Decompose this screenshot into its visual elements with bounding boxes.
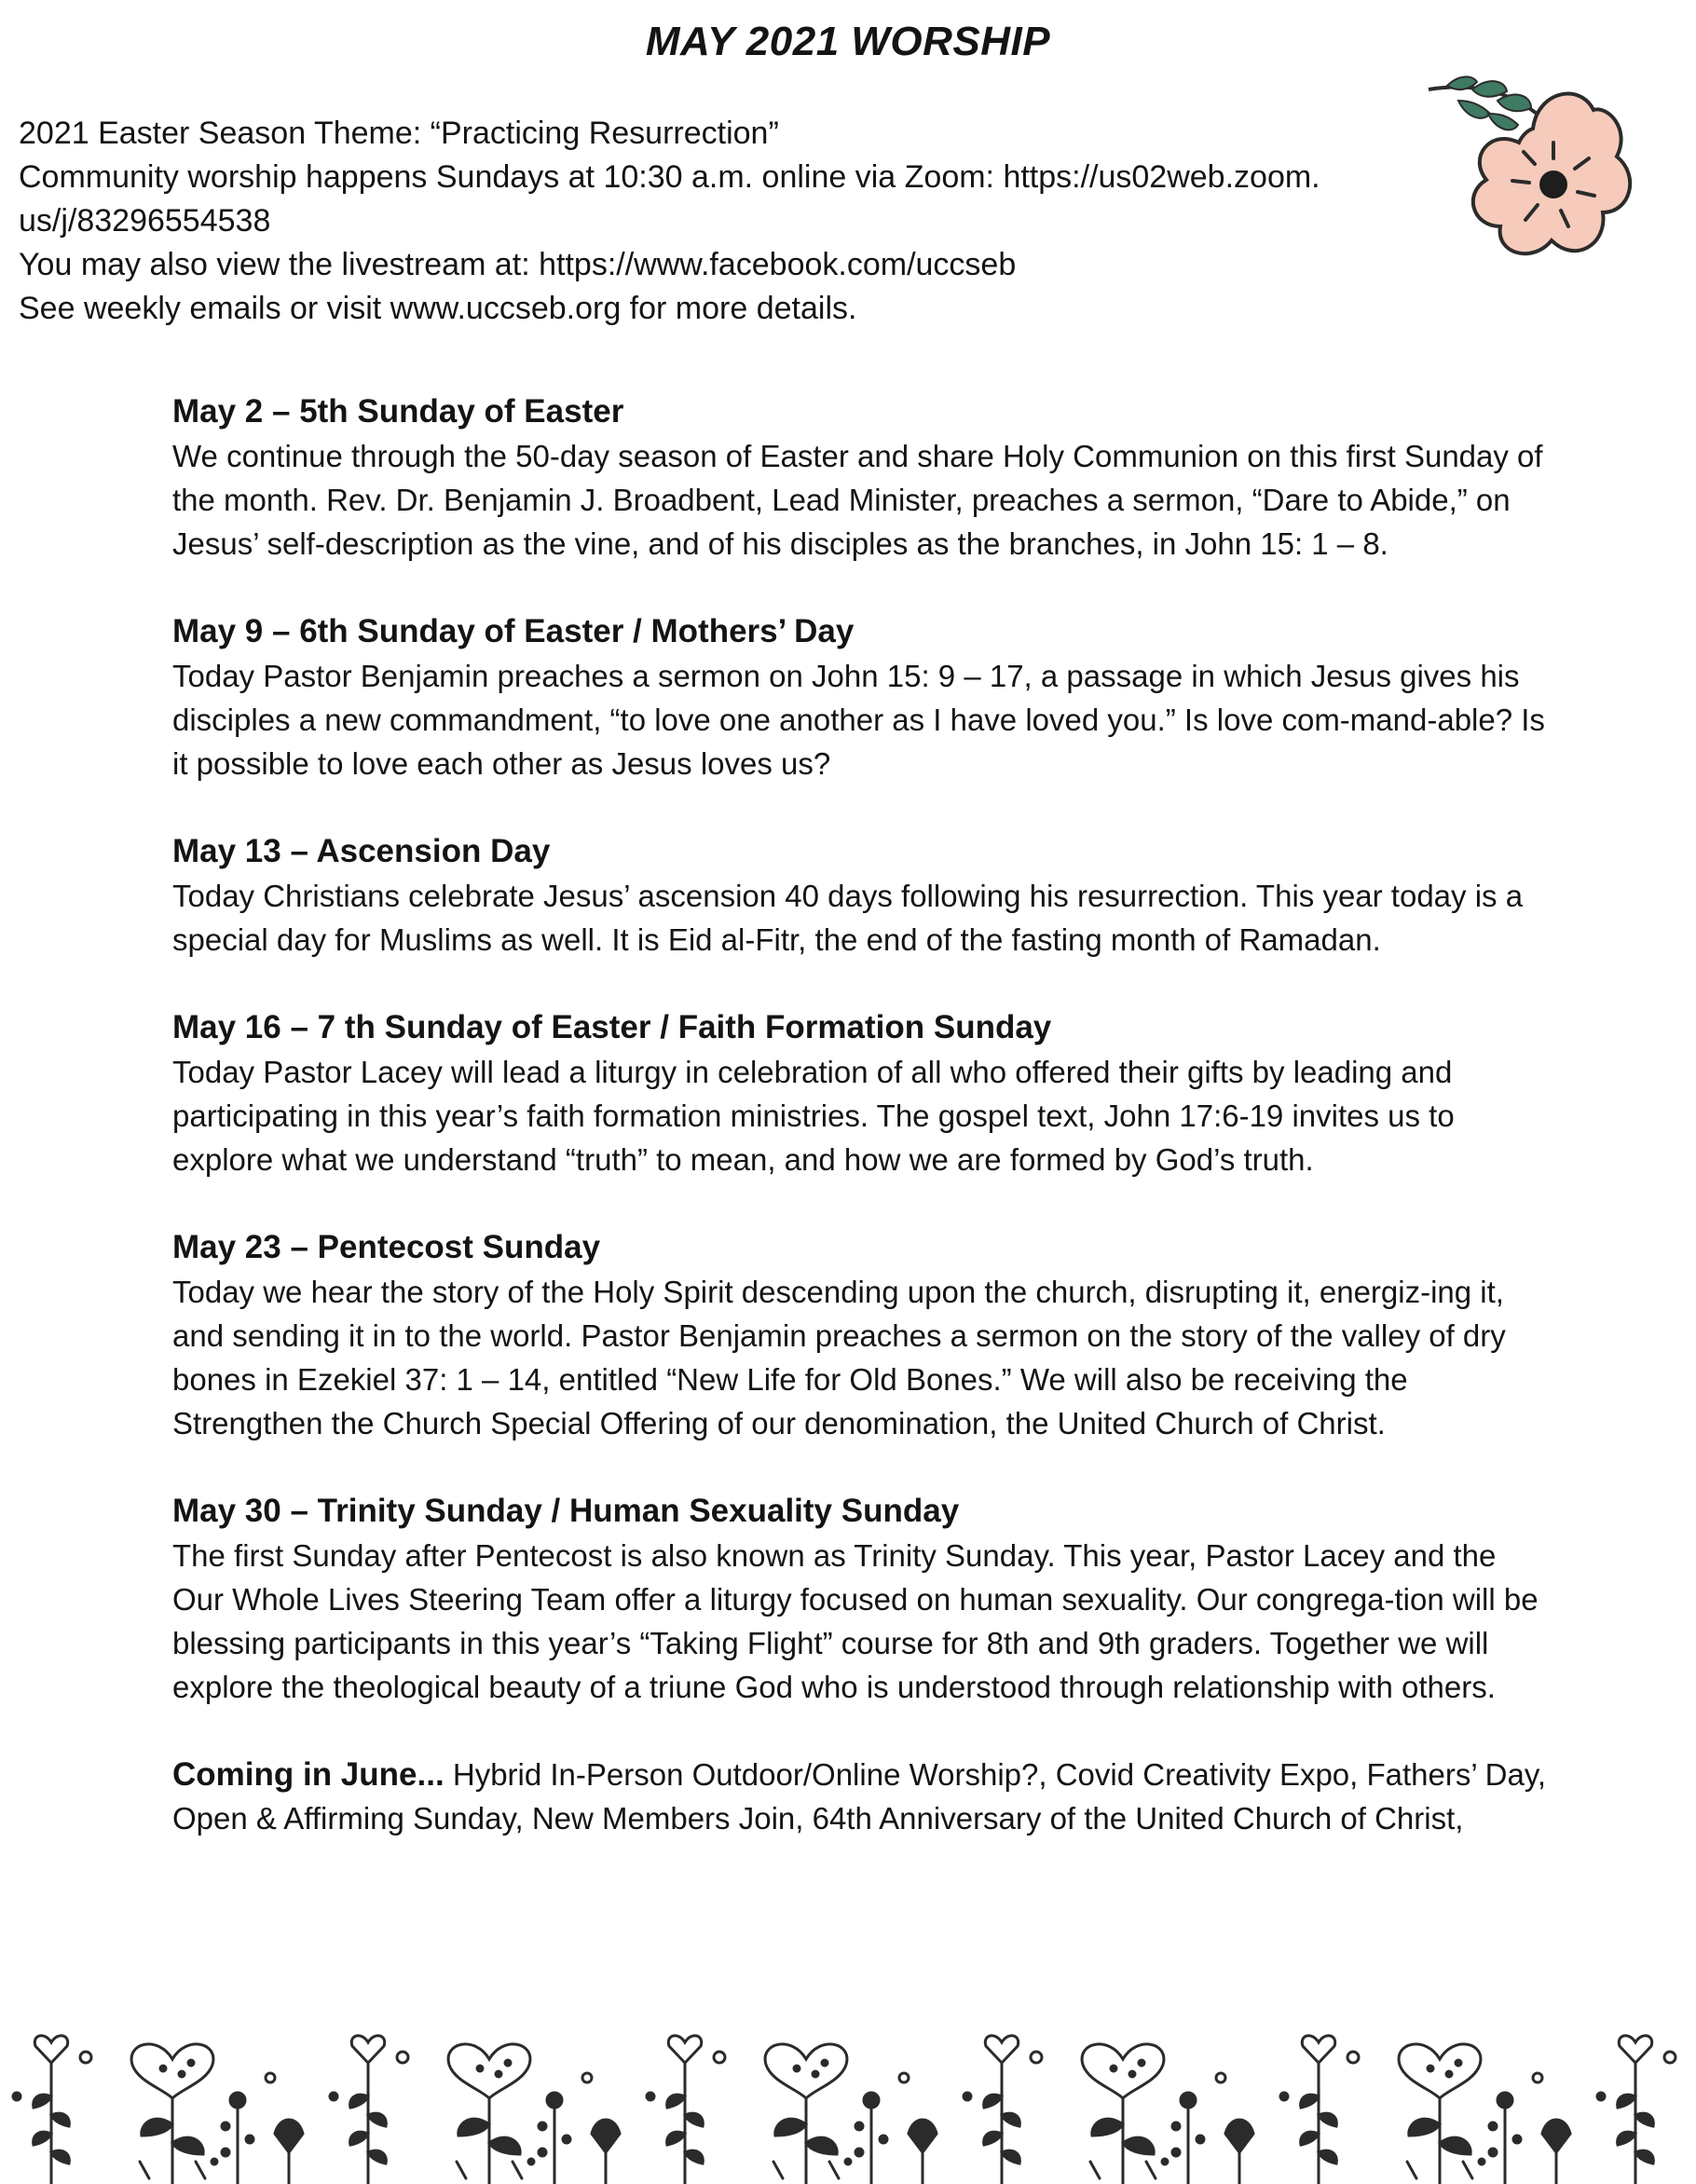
event-heading: May 2 – 5th Sunday of Easter xyxy=(172,393,624,430)
event-body: The first Sunday after Pentecost is also known as Trinity Sunday. This year, Pastor Lacey and the Our Whole Lives Steering Team offer a liturgy focused on human sexuality. Our congrega-tion will be blessing participants in this year’s “Taking Flight” course for 8th and 9th graders. Together we will explore the theological beauty of a triune God who is understood through relationship with others. xyxy=(172,1538,1539,1704)
event-body: We continue through the 50-day season of Easter and share Holy Communion on this first Sunday of the month. Rev. Dr. Benjamin J. Broadbent, Lead Minister, preaches a sermon, “Dare to Abide,” on Jesus’ self-description as the vine, and of his disciples as the branches, in John 15: 1 – 8. xyxy=(172,439,1543,561)
event-body: Today Pastor Benjamin preaches a sermon on John 15: 9 – 17, a passage in which Jesus gives his disciples a new commandment, “to love one another as I have loved you.” Is love com-mand-able? Is it possible to love each other as Jesus loves us? xyxy=(172,659,1545,781)
intro-theme: 2021 Easter Season Theme: “Practicing Resurrection” xyxy=(19,116,779,151)
event-item xyxy=(172,1489,1552,1709)
intro-details: See weekly emails or visit www.uccseb.org for more details. xyxy=(19,291,857,326)
intro-livestream: You may also view the livestream at: https://www.facebook.com/uccseb xyxy=(19,247,1017,282)
event-heading: May 23 – Pentecost Sunday xyxy=(172,1229,601,1265)
event-body: Today Pastor Lacey will lead a liturgy in celebration of all who offered their gifts by leading and participating in this year’s faith formation ministries. The gospel text, John 17:6-19 invites us to explore what we understand “truth” to mean, and how we are formed by God’s truth. xyxy=(172,1055,1455,1177)
floral-border-icon xyxy=(0,2022,1696,2184)
event-heading: May 30 – Trinity Sunday / Human Sexuality Sunday xyxy=(172,1493,960,1529)
event-item xyxy=(172,389,1552,566)
intro-zoom-line-1: Community worship happens Sundays at 10:30 a.m. online via Zoom: https://us02web.zoom. xyxy=(19,159,1320,195)
event-item xyxy=(172,1225,1552,1445)
event-heading: May 16 – 7 th Sunday of Easter / Faith Formation Sunday xyxy=(172,1009,1052,1045)
event-item xyxy=(172,1005,1552,1181)
coming-label: Coming in June... xyxy=(172,1756,445,1793)
page-title: MAY 2021 WORSHIP xyxy=(645,19,1051,64)
coming-text: Hybrid In-Person Outdoor/Online Worship?, Covid Creativity Expo, Fathers’ Day, Open & Affirming Sunday, New Members Join, 64th Anniversary of the United Church of Christ, xyxy=(172,1757,1547,1836)
event-heading: May 13 – Ascension Day xyxy=(172,833,551,869)
intro-block xyxy=(19,112,1426,331)
intro-zoom-line-2: us/j/83296554538 xyxy=(19,203,271,239)
event-item xyxy=(172,609,1552,785)
event-item xyxy=(172,829,1552,962)
coming-in-june xyxy=(172,1753,1552,1840)
event-body: Today we hear the story of the Holy Spirit descending upon the church, disrupting it, energiz-ing it, and sending it in to the world. Pastor Benjamin preaches a sermon on the story of the valley of dry bones in Ezekiel 37: 1 – 14, entitled “New Life for Old Bones.” We will also be receiving the Strengthen the Church Special Offering of our denomination, the United Church of Christ. xyxy=(172,1275,1506,1440)
flower-icon xyxy=(1421,73,1635,273)
events-list xyxy=(172,389,1552,1840)
event-heading: May 9 – 6th Sunday of Easter / Mothers’ Day xyxy=(172,613,855,649)
event-body: Today Christians celebrate Jesus’ ascension 40 days following his resurrection. This year today is a special day for Muslims as well. It is Eid al-Fitr, the end of the fasting month of Ramadan. xyxy=(172,879,1524,957)
